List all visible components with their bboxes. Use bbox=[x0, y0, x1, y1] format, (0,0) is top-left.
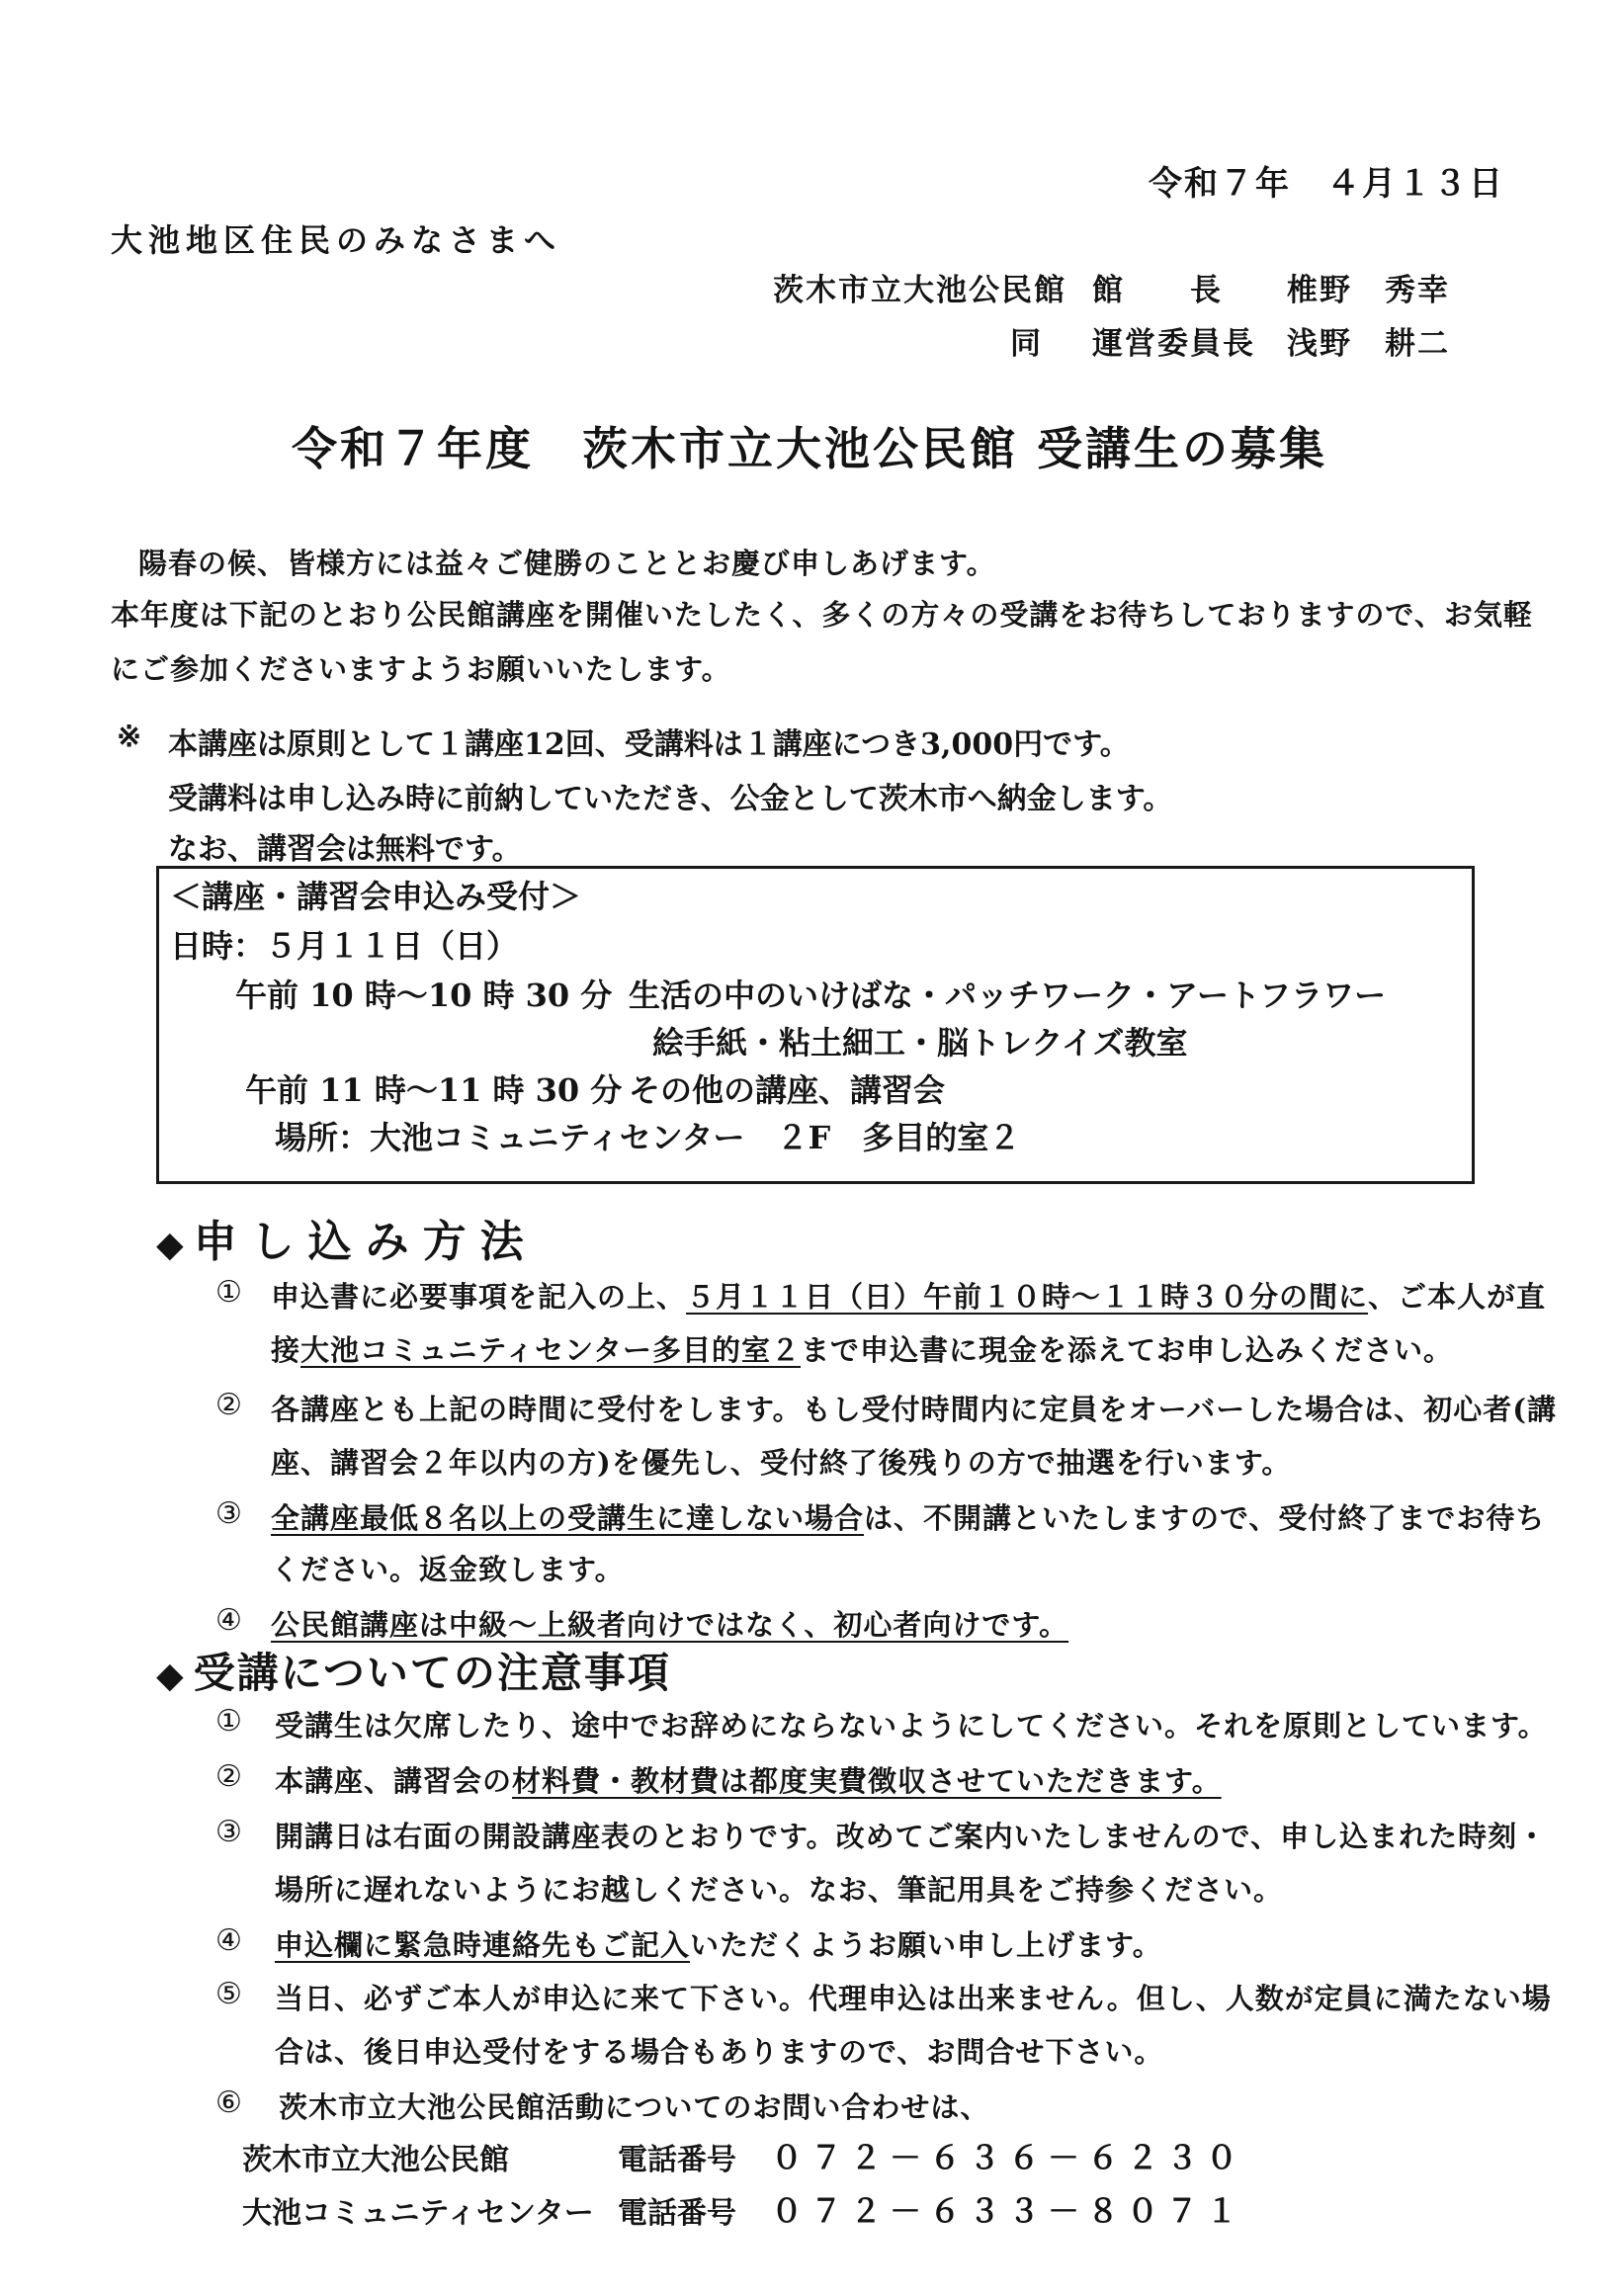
contact-2-phone[interactable]: ０７２－６３３－８０７１ bbox=[771, 2192, 1246, 2230]
notes-item-5-num: ⑤ bbox=[215, 1977, 242, 2011]
notes-item-6-num: ⑥ bbox=[215, 2085, 242, 2120]
contact-2-name: 大池コミュニティセンター bbox=[242, 2196, 594, 2231]
contact-1-phone[interactable]: ０７２－６３６－６２３０ bbox=[771, 2139, 1246, 2176]
intro-line-1: 陽春の候、皆様方には益々ご健勝のこととお慶び申しあげます。 bbox=[138, 547, 996, 580]
notes-heading bbox=[156, 1641, 671, 1700]
apply-heading-text: 申し込み方法 bbox=[193, 1217, 538, 1267]
diamond-bullet-icon: ◆ bbox=[156, 1224, 184, 1265]
box-slot1-courses: 生活の中のいけばな・パッチワーク・アートフラワー bbox=[629, 977, 1387, 1014]
contact-2-label: 電話番号 bbox=[618, 2196, 736, 2231]
notes-item-5-line-2: 合は、後日申込受付をする場合もありますので、お問合せ下さい。 bbox=[275, 2035, 1164, 2069]
notes-item-3-line-2: 場所に遅れないようにお越しください。なお、筆記用具をご持参ください。 bbox=[275, 1873, 1284, 1907]
contact-1-name: 茨木市立大池公民館 bbox=[242, 2143, 509, 2177]
note-line-3: なお、講習会は無料です。 bbox=[168, 832, 522, 867]
note-mark: ※ bbox=[117, 720, 142, 754]
apply-item-4-num: ④ bbox=[215, 1603, 242, 1638]
notes-item-4-num: ④ bbox=[215, 1923, 242, 1958]
apply-item-3-num: ③ bbox=[215, 1496, 242, 1531]
intro-line-2: 本年度は下記のとおり公民館講座を開催いたしたく、多くの方々の受講をお待ちしておりますので、お気軽 bbox=[111, 598, 1533, 632]
notes-item-1-num: ① bbox=[215, 1704, 242, 1739]
apply-item-2-line-2: 座、講習会２年以内の方)を優先し、受付終了後残りの方で抽選を行います。 bbox=[271, 1446, 1292, 1480]
contact-1-label: 電話番号 bbox=[618, 2143, 736, 2177]
apply-heading bbox=[156, 1206, 538, 1269]
sender-name-2: 浅野 耕二 bbox=[1287, 326, 1450, 362]
box-slot1-time: 午前 10 時～10 時 30 分 bbox=[235, 977, 613, 1014]
diamond-bullet-icon: ◆ bbox=[156, 1655, 184, 1696]
apply-item-4-line-1: 公民館講座は中級～上級者向けではなく、初心者向けです。 bbox=[271, 1608, 1069, 1642]
apply-item-2-num: ② bbox=[215, 1388, 242, 1422]
apply-item-1-line-1: 申込書に必要事項を記入の上、５月１１日（日）午前１０時～１１時３０分の間に、ご本人が直 bbox=[271, 1280, 1547, 1314]
notes-item-3-num: ③ bbox=[215, 1815, 242, 1849]
box-slot2-time: 午前 11 時～11 時 30 分 bbox=[245, 1071, 623, 1109]
sender-role-1: 館 長 bbox=[1092, 273, 1223, 308]
box-datetime: 日時：５月１１日（日） bbox=[170, 927, 519, 965]
apply-item-2-line-1: 各講座とも上記の時間に受付をします。もし受付時間内に定員をオーバーした場合は、初心者(講 bbox=[271, 1393, 1557, 1426]
intro-line-3: にご参加くださいますようお願いいたします。 bbox=[111, 652, 731, 686]
notes-heading-text: 受講についての注意事項 bbox=[193, 1649, 671, 1697]
sender-same: 同 bbox=[1010, 326, 1043, 362]
sender-role-2: 運営委員長 bbox=[1092, 326, 1255, 362]
apply-item-3-line-2: ください。返金致します。 bbox=[271, 1553, 625, 1586]
page-title: 令和７年度 茨木市立大池公民館 受講生の募集 bbox=[291, 422, 1327, 475]
notes-item-4-line-1: 申込欄に緊急時連絡先もご記入いただくようお願い申し上げます。 bbox=[275, 1928, 1162, 1962]
sender-org: 茨木市立大池公民館 bbox=[773, 273, 1066, 308]
box-heading: ＜講座・講習会申込み受付＞ bbox=[170, 878, 582, 915]
apply-item-1-num: ① bbox=[215, 1275, 242, 1310]
apply-item-1-line-2: 接大池コミュニティセンター多目的室２まで申込書に現金を添えてお申し込みください。 bbox=[271, 1333, 1453, 1367]
box-slot2-courses: その他の講座、講習会 bbox=[629, 1071, 946, 1109]
notes-item-6-line-1: 茨木市立大池公民館活動についてのお問い合わせは、 bbox=[279, 2090, 990, 2124]
notes-item-1-line-1: 受講生は欠席したり、途中でお辞めにならないようにしてください。それを原則としています。 bbox=[275, 1709, 1548, 1743]
apply-item-3-line-1: 全講座最低８名以上の受講生に達しない場合は、不開講といたしますので、受付終了までお待ち bbox=[271, 1501, 1546, 1535]
notes-item-5-line-1: 当日、必ずご本人が申込に来て下さい。代理申込は出来ません。但し、人数が定員に満たない場 bbox=[275, 1982, 1552, 2015]
document-date: 令和７年 ４月１３日 bbox=[1149, 164, 1504, 204]
addressee: 大池地区住民のみなさまへ bbox=[111, 221, 562, 259]
box-slot1-courses-2: 絵手紙・粘土細工・脳トレクイズ教室 bbox=[652, 1024, 1188, 1062]
note-line-1: 本講座は原則として１講座12回、受講料は１講座につき3,000円です。 bbox=[168, 727, 1130, 762]
note-line-2: 受講料は申し込み時に前納していただき、公金として茨木市へ納金します。 bbox=[168, 782, 1173, 816]
notes-item-3-line-1: 開講日は右面の開設講座表のとおりです。改めてご案内いたしませんので、申し込まれた時刻・ bbox=[275, 1820, 1548, 1853]
notes-item-2-num: ② bbox=[215, 1759, 242, 1794]
box-place: 場所：大池コミュニティセンター ２F 多目的室２ bbox=[275, 1119, 1021, 1156]
sender-name-1: 椎野 秀幸 bbox=[1287, 273, 1450, 308]
notes-item-2-line-1: 本講座、講習会の材料費・教材費は都度実費徴収させていただきます。 bbox=[275, 1764, 1222, 1798]
